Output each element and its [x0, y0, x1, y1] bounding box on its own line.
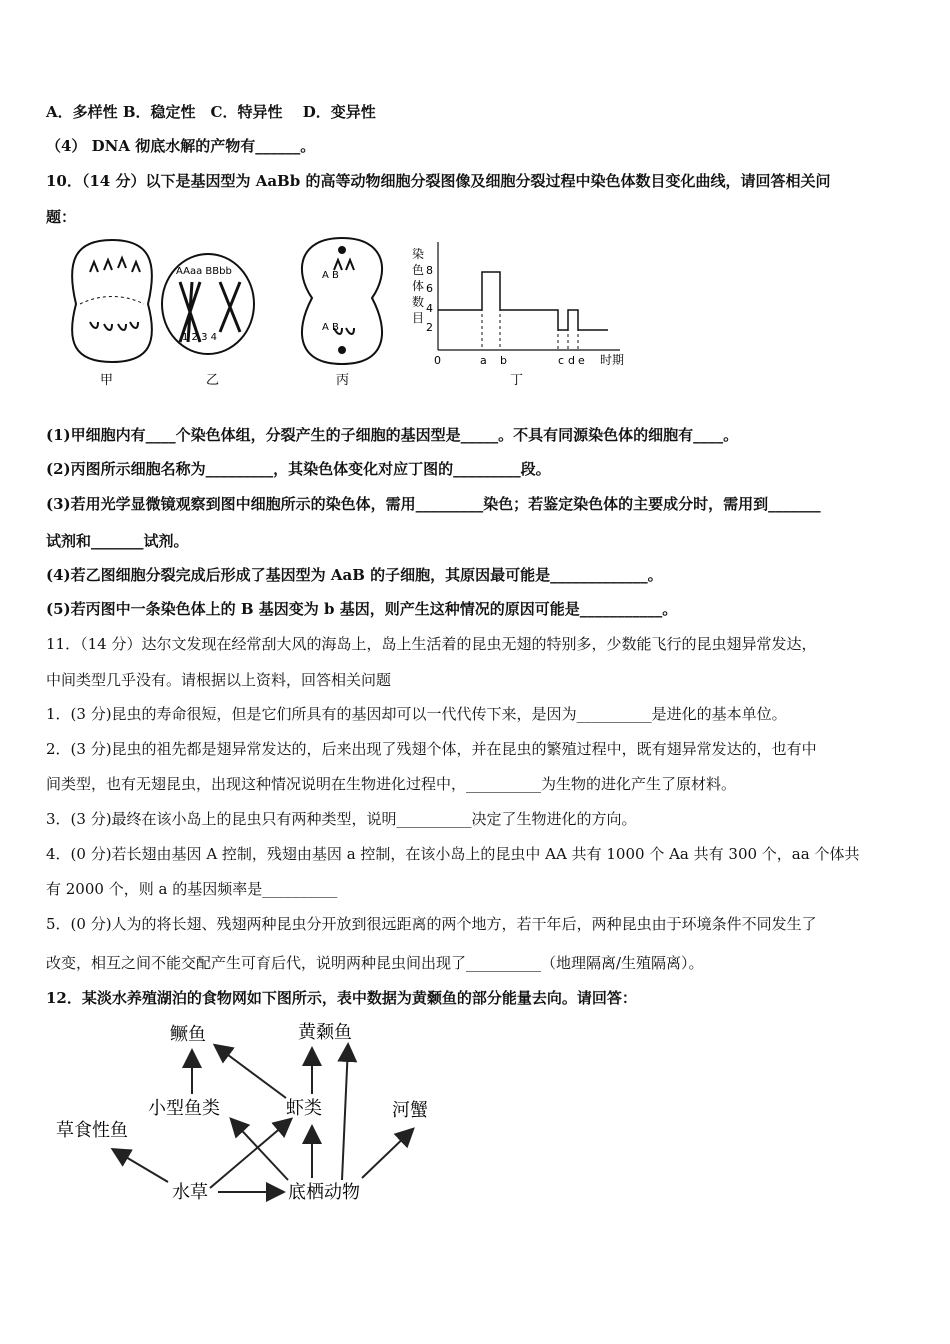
q10-5: (5)若丙图中一条染色体上的 B 基因变为 b 基因，则产生这种情况的原因可能是___________。 [46, 600, 678, 618]
node-huang: 黄颡鱼 [298, 1022, 352, 1043]
label-yi: 乙 [206, 373, 220, 388]
ylabel-char-4: 数 [412, 295, 425, 309]
q10-1: (1)甲细胞内有____个染色体组，分裂产生的子细胞的基因型是_____。不具有同源染色体的细胞有____。 [46, 426, 739, 444]
q12-stem: 12．某淡水养殖湖泊的食物网如下图所示，表中数据为黄颡鱼的部分能量去向。请回答： [46, 989, 637, 1007]
q11-5: 5．(0 分)人为的将长翅、残翅两种昆虫分开放到很远距离的两个地方，若干年后，两种昆虫由于环境条件不同发生了 [46, 915, 817, 933]
q11-stem: 11．（14 分）达尔文发现在经常刮大风的海岛上，岛上生活着的昆虫无翅的特别多，少数能飞行的昆虫翅异常发达， [46, 635, 817, 653]
xtick-b: b [500, 354, 507, 367]
question-9-4: （4） DNA 彻底水解的产物有______。 [46, 137, 316, 155]
label-ding: 丁 [510, 373, 524, 388]
node-hexie: 河蟹 [392, 1100, 428, 1121]
xtick-c: c [558, 354, 565, 367]
node-caoshi: 草食性鱼 [56, 1120, 128, 1141]
bing-genes-top: A B [322, 270, 339, 281]
q11-2: 2．(3 分)昆虫的祖先都是翅异常发达的，后来出现了残翅个体，并在昆虫的繁殖过程中，既有翅异常发达的，也有中 [46, 740, 817, 758]
bing-genes-bottom: A B [322, 322, 339, 333]
node-diqi: 底栖动物 [288, 1182, 360, 1203]
question-10-stem: 10．（14 分）以下是基因型为 AaBb 的高等动物细胞分裂图像及细胞分裂过程中染色体数目变化曲线，请回答相关问 [46, 172, 831, 190]
q11-4: 4．(0 分)若长翅由基因 A 控制，残翅由基因 a 控制，在该小岛上的昆虫中 AA 共有 1000 个 Aa 共有 300 个，aa 个体共 [46, 845, 860, 863]
xtick-d: d [568, 354, 575, 367]
node-xia: 虾类 [286, 1098, 322, 1119]
ytick-8: 8 [426, 264, 433, 277]
origin-label: 0 [434, 354, 441, 367]
q11-5-cont: 改变，相互之间不能交配产生可育后代，说明两种昆虫间出现了__________（地理隔离/生殖隔离）。 [46, 954, 704, 972]
q11-3: 3．(3 分)最终在该小岛上的昆虫只有两种类型，说明__________决定了生物进化的方向。 [46, 810, 637, 828]
cell-division-figure [60, 232, 650, 392]
xlabel: 时期 [600, 353, 625, 367]
food-web-diagram [50, 1010, 470, 1210]
chart-ding-axes [438, 242, 620, 350]
node-gui: 鳜鱼 [170, 1024, 206, 1045]
question-10-stem-cont: 题： [46, 208, 77, 226]
q10-3-cont: 试剂和_______试剂。 [46, 532, 189, 550]
q11-stem-cont: 中间类型几乎没有。请根据以上资料，回答相关问题 [46, 671, 392, 689]
cell-jia [72, 240, 152, 362]
q10-3: (3)若用光学显微镜观察到图中细胞所示的染色体，需用_________染色；若鉴定染色体的主要成分时，需用到_______ [46, 495, 821, 513]
ylabel-char-1: 染 [412, 247, 425, 261]
cell-bing [302, 238, 382, 364]
q11-4-cont: 有 2000 个，则 a 的基因频率是__________ [46, 880, 338, 898]
ylabel-char-5: 目 [412, 311, 425, 325]
q10-2: (2)丙图所示细胞名称为_________，其染色体变化对应丁图的_________段。 [46, 460, 551, 478]
ylabel-char-2: 色 [412, 263, 425, 277]
node-xiaoxing: 小型鱼类 [148, 1098, 220, 1119]
yi-numbers: 1 2 3 4 [182, 332, 217, 343]
q10-4: (4)若乙图细胞分裂完成后形成了基因型为 AaB 的子细胞，其原因最可能是_____________。 [46, 566, 663, 584]
ytick-2: 2 [426, 321, 433, 334]
yi-top-genes: AAaa BBbb [176, 266, 232, 277]
ytick-4: 4 [426, 302, 433, 315]
ylabel-char-3: 体 [412, 279, 425, 293]
node-shuicao: 水草 [172, 1182, 208, 1203]
xtick-e: e [578, 354, 585, 367]
options-line: A．多样性 B．稳定性 C．特异性 D．变异性 [46, 103, 376, 121]
xtick-a: a [480, 354, 487, 367]
q11-2-cont: 间类型，也有无翅昆虫，出现这种情况说明在生物进化过程中，__________为生物的进化产生了原材料。 [46, 775, 737, 793]
label-jia: 甲 [100, 373, 114, 388]
chart-ding-line [438, 272, 608, 330]
label-bing: 丙 [336, 373, 350, 388]
q11-1: 1．(3 分)昆虫的寿命很短，但是它们所具有的基因却可以一代代传下来，是因为__________是进化的基本单位。 [46, 705, 787, 723]
ytick-6: 6 [426, 282, 433, 295]
